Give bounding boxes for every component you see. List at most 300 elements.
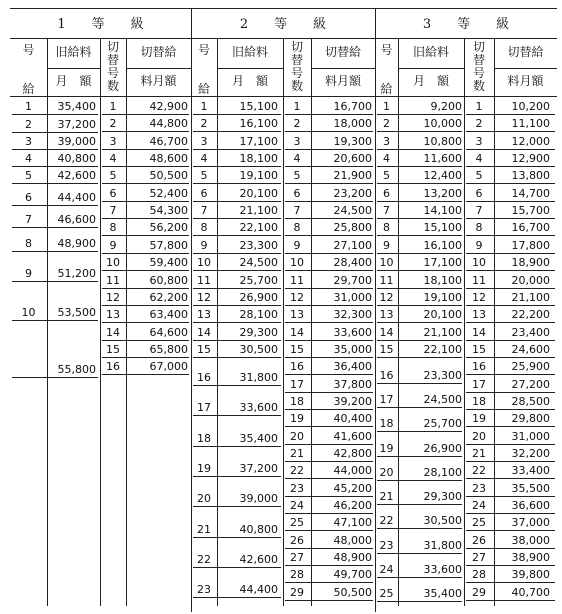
row-underline — [102, 201, 189, 202]
old-rank-cell: 7 — [200, 204, 208, 218]
header-old-salary: 旧給料 — [55, 45, 92, 59]
row-underline — [12, 377, 98, 378]
old-amount-cell: 25,700 — [239, 273, 278, 287]
old-amount-cell: 44,400 — [239, 583, 278, 597]
new-rank-cell: 7 — [475, 204, 483, 218]
old-amount-cell: 37,200 — [57, 118, 96, 131]
row-underline — [285, 478, 373, 479]
header-old-salary: 旧給料 — [231, 45, 269, 59]
old-amount-cell: 15,100 — [239, 100, 278, 113]
new-amount-cell: 49,700 — [333, 568, 372, 582]
row-underline — [377, 114, 462, 115]
new-amount-cell: 50,500 — [333, 585, 372, 599]
new-rank-cell: 1 — [109, 100, 117, 113]
row-underline — [12, 281, 98, 282]
old-amount-cell: 11,600 — [423, 152, 462, 166]
old-amount-cell: 31,800 — [239, 370, 278, 384]
new-rank-cell: 15 — [290, 342, 304, 356]
old-amount-cell: 24,500 — [423, 393, 462, 407]
grade-heading: 3 等 級 — [422, 17, 510, 32]
row-underline — [12, 251, 98, 252]
old-rank-cell: 18 — [197, 431, 211, 445]
old-rank-cell: 17 — [197, 401, 211, 415]
row-underline — [466, 114, 555, 115]
row-underline — [193, 476, 281, 477]
old-amount-cell: 48,900 — [57, 237, 96, 250]
old-amount-cell: 39,000 — [57, 135, 96, 148]
old-amount-cell: 29,300 — [239, 325, 278, 339]
row-underline — [193, 149, 281, 150]
old-amount-cell: 12,400 — [423, 169, 462, 183]
new-amount-cell: 28,400 — [333, 256, 372, 270]
header-old-monthly: 月 額 — [412, 74, 450, 88]
new-amount-cell: 12,900 — [511, 152, 550, 166]
new-rank-cell: 13 — [106, 308, 120, 322]
row-underline — [466, 496, 555, 497]
row-underline — [285, 444, 373, 445]
new-rank-cell: 14 — [290, 325, 304, 339]
header-rank: 号 — [197, 43, 211, 57]
row-underline — [285, 565, 373, 566]
new-amount-cell: 36,400 — [333, 360, 372, 374]
old-rank-cell: 9 — [25, 267, 32, 280]
new-rank-cell: 21 — [472, 447, 486, 460]
new-rank-cell: 8 — [293, 221, 301, 235]
row-underline — [285, 513, 373, 514]
column-rule — [47, 38, 48, 606]
row-underline — [285, 270, 373, 271]
new-amount-cell: 22,200 — [511, 308, 550, 322]
old-rank-cell: 15 — [379, 342, 394, 356]
new-rank-cell: 16 — [106, 360, 120, 374]
old-amount-cell: 21,100 — [239, 204, 278, 218]
row-underline — [377, 149, 462, 150]
new-rank-cell: 14 — [472, 325, 486, 339]
header-switch-rank: 切替号数 — [291, 40, 304, 93]
header-old-monthly: 月 額 — [231, 74, 269, 88]
row-underline — [285, 426, 373, 427]
row-underline — [102, 270, 189, 271]
row-underline — [377, 480, 462, 481]
new-rank-cell: 12 — [290, 290, 304, 304]
new-amount-cell: 10,200 — [511, 100, 550, 113]
subheader-rule — [311, 68, 375, 69]
old-rank-cell: 1 — [200, 100, 208, 113]
new-rank-cell: 21 — [290, 447, 304, 460]
new-rank-cell: 23 — [472, 481, 486, 495]
new-rank-cell: 12 — [106, 290, 120, 304]
old-amount-cell: 53,500 — [57, 306, 96, 319]
new-amount-cell: 25,800 — [333, 221, 372, 235]
row-underline — [377, 504, 462, 505]
old-rank-cell: 1 — [383, 100, 390, 113]
new-rank-cell: 4 — [109, 152, 117, 166]
new-rank-cell: 26 — [290, 533, 304, 547]
row-underline — [285, 461, 373, 462]
row-underline — [102, 149, 189, 150]
new-amount-cell: 42,900 — [149, 100, 188, 113]
old-rank-cell: 2 — [200, 117, 208, 131]
new-rank-cell: 16 — [472, 360, 486, 374]
header-rank: 号 — [380, 43, 393, 57]
old-rank-cell: 8 — [200, 221, 208, 235]
grade-heading: 2 等 級 — [239, 17, 327, 32]
new-rank-cell: 13 — [290, 308, 304, 322]
old-amount-cell: 26,900 — [239, 290, 278, 304]
row-underline — [377, 270, 462, 271]
new-rank-cell: 18 — [472, 394, 486, 408]
row-underline — [285, 218, 373, 219]
row-underline — [285, 253, 373, 254]
row-underline — [466, 565, 555, 566]
new-amount-cell: 40,700 — [511, 585, 550, 599]
new-amount-cell: 12,000 — [511, 134, 550, 148]
header-new-salary: 切替給 — [507, 45, 544, 59]
row-underline — [466, 357, 555, 358]
new-rank-cell: 1 — [475, 100, 483, 113]
old-amount-cell: 16,100 — [423, 238, 462, 252]
row-underline — [193, 357, 281, 358]
new-amount-cell: 67,000 — [149, 360, 188, 374]
old-amount-cell: 10,800 — [423, 134, 462, 148]
new-rank-cell: 3 — [109, 134, 117, 148]
old-rank-cell: 3 — [200, 134, 208, 148]
row-underline — [466, 305, 555, 306]
row-underline — [466, 600, 555, 601]
new-amount-cell: 20,000 — [511, 273, 550, 287]
old-amount-cell: 16,100 — [239, 117, 278, 131]
old-rank-cell: 15 — [197, 342, 211, 356]
new-amount-cell: 46,200 — [333, 499, 372, 513]
column-rule — [283, 38, 284, 606]
new-amount-cell: 21,900 — [333, 169, 372, 183]
old-rank-cell: 7 — [383, 204, 390, 218]
new-rank-cell: 27 — [472, 551, 486, 565]
row-underline — [285, 600, 373, 601]
old-rank-cell: 8 — [25, 237, 32, 250]
row-underline — [377, 431, 462, 432]
header-switch-rank: 切替号数 — [473, 40, 486, 93]
old-rank-cell: 21 — [379, 490, 394, 504]
row-underline — [377, 183, 462, 184]
new-amount-cell: 25,900 — [511, 360, 550, 374]
row-underline — [12, 114, 98, 115]
old-amount-cell: 17,100 — [239, 134, 278, 148]
row-underline — [193, 340, 281, 341]
old-amount-cell: 24,500 — [239, 256, 278, 270]
old-amount-cell: 42,600 — [239, 553, 278, 567]
new-rank-cell: 7 — [293, 204, 301, 218]
old-rank-cell: 13 — [379, 308, 394, 322]
old-rank-cell: 10 — [379, 256, 394, 270]
column-rule — [464, 38, 465, 606]
old-rank-cell: 6 — [200, 186, 208, 200]
row-underline — [193, 446, 281, 447]
row-underline — [102, 218, 189, 219]
new-rank-cell: 27 — [290, 551, 304, 565]
old-amount-cell: 44,400 — [57, 191, 96, 204]
old-amount-cell: 19,100 — [423, 290, 462, 304]
row-underline — [466, 478, 555, 479]
new-rank-cell: 5 — [475, 169, 483, 183]
new-rank-cell: 9 — [293, 238, 301, 252]
row-underline — [193, 235, 281, 236]
new-amount-cell: 16,700 — [511, 221, 550, 235]
subheader-rule — [494, 68, 557, 69]
header-new-monthly: 料月額 — [140, 74, 177, 88]
old-amount-cell: 33,600 — [423, 563, 462, 577]
row-underline — [193, 218, 281, 219]
row-underline — [285, 340, 373, 341]
old-amount-cell: 22,100 — [423, 342, 462, 356]
old-amount-cell: 18,100 — [239, 152, 278, 166]
new-amount-cell: 32,200 — [511, 447, 550, 460]
row-underline — [466, 513, 555, 514]
old-amount-cell: 35,400 — [57, 100, 96, 113]
row-underline — [466, 253, 555, 254]
new-amount-cell: 37,800 — [333, 377, 372, 391]
new-amount-cell: 44,000 — [333, 464, 372, 478]
row-underline — [193, 114, 281, 115]
row-underline — [12, 166, 98, 167]
new-amount-cell: 21,100 — [511, 290, 550, 304]
new-amount-cell: 18,000 — [333, 117, 372, 131]
new-amount-cell: 31,000 — [511, 429, 550, 443]
old-amount-cell: 31,800 — [423, 538, 462, 552]
row-underline — [193, 270, 281, 271]
new-rank-cell: 18 — [290, 394, 304, 408]
new-amount-cell: 54,300 — [149, 204, 188, 218]
old-amount-cell: 42,600 — [57, 169, 96, 182]
row-underline — [377, 166, 462, 167]
new-amount-cell: 27,200 — [511, 377, 550, 391]
new-amount-cell: 29,700 — [333, 273, 372, 287]
new-rank-cell: 28 — [472, 568, 486, 582]
row-underline — [285, 374, 373, 375]
new-rank-cell: 10 — [472, 256, 486, 270]
new-amount-cell: 17,800 — [511, 238, 550, 252]
new-amount-cell: 24,500 — [333, 204, 372, 218]
row-underline — [466, 149, 555, 150]
old-rank-cell: 14 — [379, 325, 394, 339]
new-rank-cell: 8 — [109, 221, 117, 235]
row-underline — [377, 235, 462, 236]
old-rank-cell: 2 — [383, 117, 390, 131]
row-underline — [12, 132, 98, 133]
new-rank-cell: 3 — [475, 134, 483, 148]
new-rank-cell: 4 — [293, 152, 301, 166]
old-rank-cell: 23 — [379, 538, 394, 552]
row-underline — [377, 131, 462, 132]
new-rank-cell: 14 — [106, 325, 120, 339]
old-rank-cell: 3 — [25, 135, 32, 148]
new-amount-cell: 15,700 — [511, 204, 550, 218]
row-underline — [193, 415, 281, 416]
new-rank-cell: 15 — [106, 342, 120, 356]
old-rank-cell: 9 — [383, 238, 390, 252]
new-rank-cell: 19 — [290, 412, 304, 426]
new-rank-cell: 24 — [472, 499, 486, 513]
header-old-monthly: 月 額 — [55, 74, 92, 88]
old-amount-cell: 35,400 — [423, 587, 462, 601]
new-rank-cell: 25 — [472, 516, 486, 530]
row-underline — [377, 601, 462, 602]
old-rank-cell: 19 — [197, 461, 211, 475]
new-rank-cell: 20 — [290, 429, 304, 443]
row-underline — [193, 567, 281, 568]
old-amount-cell: 20,100 — [239, 186, 278, 200]
new-rank-cell: 25 — [290, 516, 304, 530]
new-rank-cell: 7 — [109, 204, 117, 218]
row-underline — [377, 201, 462, 202]
old-rank-cell: 25 — [379, 587, 394, 601]
old-amount-cell: 17,100 — [423, 256, 462, 270]
row-underline — [102, 131, 189, 132]
row-underline — [102, 235, 189, 236]
new-rank-cell: 13 — [472, 308, 486, 322]
header-rank-bottom: 給 — [380, 82, 393, 96]
row-underline — [377, 340, 462, 341]
new-amount-cell: 57,800 — [149, 238, 188, 252]
new-rank-cell: 29 — [472, 585, 486, 599]
old-rank-cell: 10 — [21, 306, 36, 319]
row-underline — [285, 305, 373, 306]
new-rank-cell: 16 — [290, 360, 304, 374]
new-rank-cell: 4 — [475, 152, 483, 166]
old-rank-cell: 8 — [383, 221, 390, 235]
new-amount-cell: 46,700 — [149, 134, 188, 148]
old-rank-cell: 20 — [379, 465, 394, 479]
old-rank-cell: 1 — [25, 100, 32, 113]
old-amount-cell: 26,900 — [423, 441, 462, 455]
new-rank-cell: 11 — [106, 273, 120, 287]
new-amount-cell: 20,600 — [333, 152, 372, 166]
row-underline — [466, 288, 555, 289]
row-underline — [193, 183, 281, 184]
new-rank-cell: 19 — [472, 412, 486, 426]
row-underline — [377, 357, 462, 358]
grade-divider — [191, 8, 192, 612]
row-underline — [285, 357, 373, 358]
row-underline — [193, 597, 281, 598]
subheader-rule — [126, 68, 191, 69]
new-amount-cell: 33,400 — [511, 464, 550, 478]
new-rank-cell: 11 — [472, 273, 486, 287]
row-underline — [377, 553, 462, 554]
row-underline — [102, 253, 189, 254]
new-amount-cell: 62,200 — [149, 290, 188, 304]
new-rank-cell: 17 — [472, 377, 486, 391]
new-rank-cell: 6 — [293, 186, 301, 200]
old-rank-cell: 18 — [379, 417, 394, 431]
new-amount-cell: 47,100 — [333, 516, 372, 530]
new-amount-cell: 50,500 — [149, 169, 188, 183]
old-rank-cell: 10 — [197, 256, 211, 270]
new-amount-cell: 23,400 — [511, 325, 550, 339]
row-underline — [466, 201, 555, 202]
new-amount-cell: 19,300 — [333, 134, 372, 148]
old-amount-cell: 23,300 — [239, 238, 278, 252]
old-rank-cell: 21 — [197, 522, 211, 536]
new-rank-cell: 17 — [290, 377, 304, 391]
new-rank-cell: 9 — [475, 238, 483, 252]
new-amount-cell: 35,500 — [511, 481, 550, 495]
row-underline — [193, 288, 281, 289]
new-rank-cell: 6 — [109, 186, 117, 200]
row-underline — [285, 166, 373, 167]
new-amount-cell: 13,800 — [511, 169, 550, 183]
row-underline — [377, 253, 462, 254]
new-amount-cell: 16,700 — [333, 100, 372, 113]
new-rank-cell: 2 — [475, 117, 483, 131]
old-rank-cell: 17 — [379, 393, 394, 407]
new-amount-cell: 59,400 — [149, 256, 188, 270]
new-rank-cell: 3 — [293, 134, 301, 148]
new-amount-cell: 23,200 — [333, 186, 372, 200]
old-rank-cell: 3 — [383, 134, 390, 148]
new-rank-cell: 23 — [290, 481, 304, 495]
new-rank-cell: 2 — [293, 117, 301, 131]
row-underline — [102, 357, 189, 358]
new-amount-cell: 37,000 — [511, 516, 550, 530]
row-underline — [285, 496, 373, 497]
row-underline — [285, 582, 373, 583]
new-rank-cell: 2 — [109, 117, 117, 131]
row-underline — [193, 322, 281, 323]
row-underline — [102, 340, 189, 341]
new-amount-cell: 44,800 — [149, 117, 188, 131]
row-underline — [102, 288, 189, 289]
new-amount-cell: 33,600 — [333, 325, 372, 339]
row-underline — [193, 201, 281, 202]
old-rank-cell: 11 — [379, 273, 394, 287]
old-amount-cell: 25,700 — [423, 417, 462, 431]
grade-heading: 1 等 級 — [57, 17, 144, 32]
row-underline — [466, 582, 555, 583]
row-underline — [102, 305, 189, 306]
row-underline — [466, 166, 555, 167]
row-underline — [377, 528, 462, 529]
row-underline — [193, 166, 281, 167]
row-underline — [12, 149, 98, 150]
row-underline — [285, 235, 373, 236]
new-rank-cell: 26 — [472, 533, 486, 547]
old-amount-cell: 18,100 — [423, 273, 462, 287]
new-rank-cell: 22 — [472, 464, 486, 478]
row-underline — [285, 392, 373, 393]
row-underline — [12, 205, 98, 206]
new-amount-cell: 35,000 — [333, 342, 372, 356]
old-rank-cell: 5 — [200, 169, 208, 183]
new-amount-cell: 48,900 — [333, 551, 372, 565]
row-underline — [12, 183, 98, 184]
row-underline — [193, 131, 281, 132]
header-new-salary: 切替給 — [140, 45, 177, 59]
new-amount-cell: 38,000 — [511, 533, 550, 547]
old-rank-cell: 6 — [383, 186, 390, 200]
old-rank-cell: 22 — [379, 514, 394, 528]
row-underline — [466, 461, 555, 462]
row-underline — [377, 218, 462, 219]
row-underline — [285, 114, 373, 115]
old-amount-cell: 20,100 — [423, 308, 462, 322]
old-rank-cell: 12 — [197, 290, 211, 304]
old-rank-cell: 20 — [197, 492, 211, 506]
old-rank-cell: 5 — [383, 169, 390, 183]
new-amount-cell: 42,800 — [333, 447, 372, 460]
old-amount-cell: 23,300 — [423, 368, 462, 382]
subheader-rule — [398, 68, 464, 69]
